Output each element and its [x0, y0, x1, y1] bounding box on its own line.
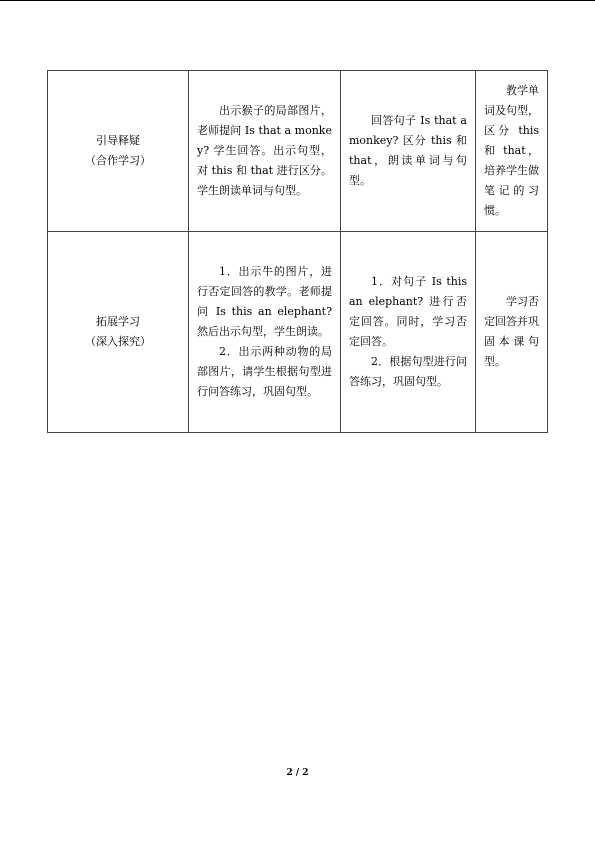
student-activity-cell: [341, 71, 476, 232]
design-purpose-cell: [476, 71, 548, 232]
stage-mode: （深入探究）: [85, 335, 151, 348]
student-activity-cell: [341, 232, 476, 433]
lesson-plan-table: [47, 70, 548, 433]
student-activity-text: 2．根据句型进行问答练习，巩固句型。: [349, 355, 467, 388]
header-rule: [0, 0, 595, 1]
table-row: [48, 232, 548, 433]
design-purpose-cell: [476, 232, 548, 433]
teacher-activity-text: 1．出示牛的图片，进行否定回答的教学。老师提问 Is this an elephant? 然后出示句型，学生朗读。: [197, 265, 332, 338]
student-activity-text: 回答句子 Is that a monkey? 区分 this 和 that，朗读单词与句型。: [349, 114, 467, 187]
teacher-activity-cell: [189, 232, 341, 433]
stage-cell: [48, 71, 189, 232]
teacher-activity-text: 出示猴子的局部图片，老师提问 Is that a monkey? 学生回答。出示句型，对 this 和 that 进行区分。学生朗读单词与句型。: [197, 104, 332, 197]
design-purpose-text: 教学单词及句型，区分 this 和 that，培养学生做笔记的习惯。: [484, 84, 539, 217]
page-number: 2 / 2: [286, 768, 309, 778]
stage-title: 引导释疑: [96, 134, 140, 147]
teacher-activity-cell: [189, 71, 341, 232]
stage-cell: [48, 232, 189, 433]
stage-title: 拓展学习: [96, 315, 140, 328]
student-activity-text: 1．对句子 Is this an elephant? 进行否定回答。同时，学习否定回答。: [349, 275, 467, 348]
table-row: [48, 71, 548, 232]
design-purpose-text: 学习否定回答并巩固本课句型。: [484, 295, 539, 368]
teacher-activity-text: 2．出示两种动物的局部图片，请学生根据句型进行问答练习，巩固句型。: [197, 345, 332, 398]
stage-mode: （合作学习）: [85, 154, 151, 167]
